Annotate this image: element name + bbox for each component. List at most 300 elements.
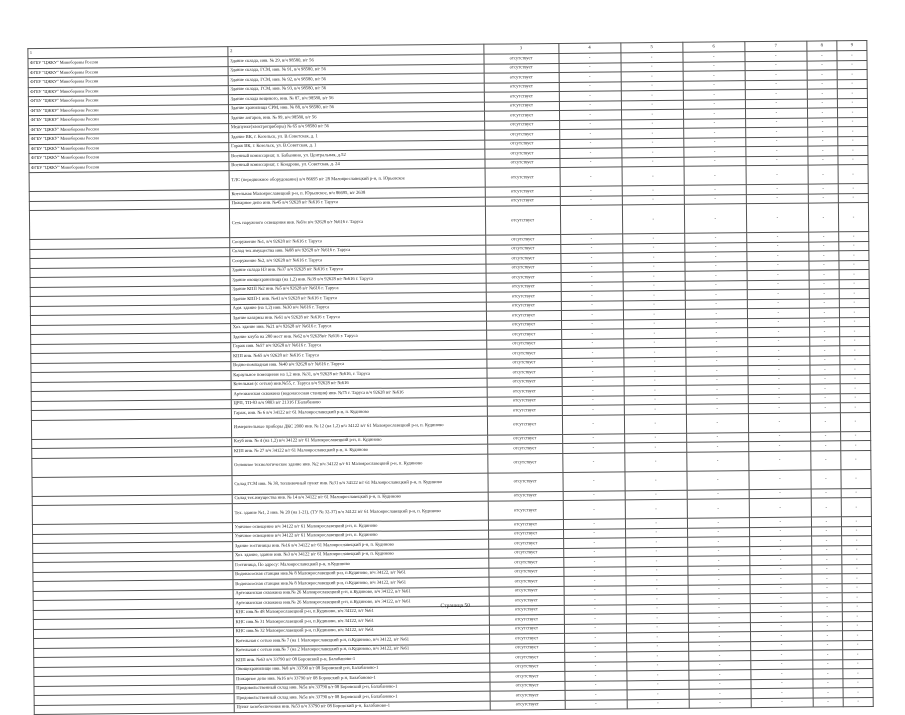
empty-cell: - [689, 660, 751, 670]
empty-cell: - [560, 167, 622, 187]
empty-cell: - [840, 402, 870, 412]
empty-cell: - [749, 451, 811, 471]
empty-cell: - [686, 385, 748, 395]
status-cell: отсутствует [484, 129, 559, 139]
empty-cell: - [623, 290, 685, 300]
empty-cell: - [624, 376, 686, 386]
empty-cell: - [687, 470, 749, 490]
object-name-cell: КНС инв.№ 31 Малоярославецкий р-н, п.Кудиново, в/ч 34122, в/г №61 [234, 615, 489, 627]
empty-cell: - [684, 166, 746, 186]
empty-cell: - [623, 300, 685, 310]
empty-cell: - [621, 90, 683, 100]
organization-cell [34, 703, 234, 714]
empty-cell: - [746, 165, 808, 185]
empty-cell: - [563, 528, 625, 538]
header-cell: 4 [558, 43, 620, 54]
empty-cell: - [561, 262, 623, 272]
status-cell: отсутствует [489, 652, 564, 662]
empty-cell: - [811, 469, 841, 488]
empty-cell: - [623, 281, 685, 291]
status-cell: отсутствует [487, 453, 562, 473]
empty-cell: - [685, 242, 747, 252]
object-name-cell: Котельная с сетью инв.№ 7 (на 2 Малоярославецкий р-н, п.Кудиново, в/ч 34122, в/г №61 [234, 644, 489, 656]
object-name-cell: Основное технологическое здание инв. №2 в/ч 34122 в/г 61 Малоярославецкий р-н, п. Кудиново [232, 454, 487, 475]
object-name-cell: КНС инв.№ 32 Малоярославецкий р-н, п.Кудиново, в/ч 34122, в/г №61 [234, 625, 489, 637]
empty-cell: - [623, 309, 685, 319]
object-name-cell: Артезианская скважина инв.№ 26 Малоярославецкий р-н, п.Кудиново, в/ч 34122, в/г №61 [233, 596, 488, 608]
empty-cell: - [561, 338, 623, 348]
header-cell: 8 [807, 41, 837, 51]
empty-cell: - [562, 376, 624, 386]
empty-cell: - [747, 251, 809, 261]
header-cell: 6 [683, 42, 745, 53]
object-name-cell: Хоз. здание инв. №21 в/ч 92628 в/г №616 г. Таруса [231, 321, 486, 333]
empty-cell: - [746, 137, 808, 147]
status-cell: отсутствует [484, 91, 559, 101]
empty-cell: - [683, 128, 745, 138]
empty-cell: - [750, 650, 812, 660]
empty-cell: - [807, 117, 837, 127]
status-cell: отсутствует [488, 519, 563, 529]
object-name-cell: КПП инв. №63 в/ч 33790 в/г 08 Боровский р-н, Балабаново-1 [234, 653, 489, 665]
empty-cell: - [839, 269, 869, 279]
empty-cell: - [561, 329, 623, 339]
empty-cell: - [839, 241, 869, 251]
empty-cell: - [621, 109, 683, 119]
status-cell: отсутствует [489, 586, 564, 596]
empty-cell: - [839, 307, 869, 317]
empty-cell: - [838, 155, 868, 165]
empty-cell: - [683, 99, 745, 109]
status-cell: отсутствует [490, 681, 565, 691]
empty-cell: - [839, 298, 869, 308]
empty-cell: - [749, 498, 811, 518]
status-cell: отсутствует [484, 82, 559, 92]
empty-cell: - [748, 365, 810, 375]
empty-cell: - [564, 633, 626, 643]
empty-cell: - [624, 452, 686, 472]
empty-cell: - [749, 527, 811, 537]
empty-cell: - [811, 498, 841, 517]
status-cell: отсутствует [486, 301, 561, 311]
empty-cell: - [839, 326, 869, 336]
header-cell: 9 [837, 41, 867, 51]
empty-cell: - [809, 279, 839, 289]
empty-cell: - [683, 90, 745, 100]
empty-cell: - [842, 621, 872, 631]
empty-cell: - [745, 61, 807, 71]
organization-cell [32, 475, 232, 496]
empty-cell: - [810, 403, 840, 413]
object-name-cell: Здание склада вещевого, инв. № 87, в/ч 98580, в/г 56 [229, 92, 484, 104]
object-name-cell: Водонасосная станция инв.№ 8 Малоярославецкий р-н, п.Кудиново, в/ч 34122, в/г №61 [233, 577, 488, 589]
empty-cell: - [808, 136, 838, 146]
empty-cell: - [625, 537, 687, 547]
empty-cell: - [560, 243, 622, 253]
empty-cell: - [683, 71, 745, 81]
object-name-cell: Здание КПП №2 инв. №5 в/ч 92628 в/г №616 г. Таруса [230, 283, 485, 295]
empty-cell: - [627, 670, 689, 680]
empty-cell: - [745, 99, 807, 109]
empty-cell: - [564, 595, 626, 605]
status-cell: отсутствует [484, 158, 559, 168]
status-cell: отсутствует [488, 500, 563, 520]
status-cell: отсутствует [485, 167, 560, 187]
status-cell: отсутствует [484, 72, 559, 82]
empty-cell: - [686, 347, 748, 357]
empty-cell: - [841, 526, 871, 536]
empty-cell: - [841, 516, 871, 526]
empty-cell: - [810, 374, 840, 384]
object-name-cell: Здание склада, инв. № 29, в/ч 98580, в/г 56 [228, 54, 483, 66]
empty-cell: - [564, 623, 626, 633]
empty-cell: - [750, 565, 812, 575]
empty-cell: - [751, 698, 813, 708]
empty-cell: - [689, 679, 751, 689]
empty-cell: - [625, 490, 687, 500]
empty-cell: - [837, 60, 867, 70]
empty-cell: - [624, 433, 686, 443]
status-cell: отсутствует [489, 624, 564, 634]
empty-cell: - [841, 440, 871, 450]
empty-cell: - [841, 450, 871, 469]
empty-cell: - [563, 519, 625, 529]
organization-cell: ФГБУ "ЦЖКУ" Минобороны России [28, 66, 228, 77]
empty-cell: - [746, 156, 808, 166]
empty-cell: - [624, 404, 686, 414]
status-cell: отсутствует [487, 415, 562, 435]
empty-cell: - [684, 233, 746, 243]
empty-cell: - [623, 319, 685, 329]
empty-cell: - [839, 232, 869, 242]
empty-cell: - [687, 499, 749, 519]
empty-cell: - [749, 489, 811, 499]
empty-cell: - [622, 147, 684, 157]
organization-cell: ФГБУ "ЦЖКУ" Минобороны России [29, 161, 229, 172]
object-name-cell: Гараж ВК, г. Козельск, ул. В.Советская, д. 1 [229, 140, 484, 152]
empty-cell: - [811, 517, 841, 527]
empty-cell: - [689, 670, 751, 680]
empty-cell: - [562, 386, 624, 396]
organization-cell: ФГБУ "ЦЖКУ" Минобороны России [28, 76, 228, 87]
empty-cell: - [840, 355, 870, 365]
empty-cell: - [748, 356, 810, 366]
organization-cell: ФГБУ "ЦЖКУ" Минобороны России [29, 133, 229, 144]
empty-cell: - [688, 613, 750, 623]
status-cell: отсутствует [489, 633, 564, 643]
empty-cell: - [622, 233, 684, 243]
status-cell: отсутствует [486, 310, 561, 320]
empty-cell: - [564, 671, 626, 681]
empty-cell: - [807, 51, 837, 61]
empty-cell: - [840, 431, 870, 441]
organization-cell [29, 171, 229, 192]
empty-cell: - [747, 327, 809, 337]
empty-cell: - [843, 649, 873, 659]
empty-cell: - [626, 575, 688, 585]
empty-cell: - [627, 689, 689, 699]
empty-cell: - [559, 62, 621, 72]
empty-cell: - [626, 585, 688, 595]
empty-cell: - [561, 272, 623, 282]
empty-cell: - [749, 517, 811, 527]
status-cell: отсутствует [485, 253, 560, 263]
empty-cell: - [685, 309, 747, 319]
empty-cell: - [565, 690, 627, 700]
object-name-cell: Сооружение №2, в/ч 92628 в/г №616 г. Таруса [230, 254, 485, 266]
empty-cell: - [559, 91, 621, 101]
object-name-cell: Здание клуба на 280 мест инв. №62 в/ч 92628в/г №616 г. Таруса [231, 330, 486, 342]
empty-cell: - [843, 697, 873, 707]
empty-cell: - [747, 299, 809, 309]
empty-cell: - [837, 70, 867, 80]
empty-cell: - [751, 688, 813, 698]
status-cell: отсутствует [487, 443, 562, 453]
empty-cell: - [812, 593, 842, 603]
empty-cell: - [621, 128, 683, 138]
empty-cell: - [563, 490, 625, 500]
empty-cell: - [811, 450, 841, 469]
empty-cell: - [813, 650, 843, 660]
status-cell: отсутствует [489, 662, 564, 672]
empty-cell: - [809, 241, 839, 251]
empty-cell: - [747, 337, 809, 347]
empty-cell: - [810, 336, 840, 346]
empty-cell: - [807, 108, 837, 118]
status-cell: отсутствует [489, 576, 564, 586]
status-cell: отсутствует [488, 538, 563, 548]
empty-cell: - [838, 136, 868, 146]
empty-cell: - [812, 583, 842, 593]
empty-cell: - [561, 300, 623, 310]
empty-cell: - [626, 623, 688, 633]
empty-cell: - [685, 290, 747, 300]
empty-cell: - [808, 146, 838, 156]
empty-cell: - [621, 52, 683, 62]
empty-cell: - [812, 574, 842, 584]
empty-cell: - [689, 689, 751, 699]
status-cell: отсутствует [489, 605, 564, 615]
empty-cell: - [621, 100, 683, 110]
page-number: Страница 50 [440, 602, 470, 610]
empty-cell: - [626, 642, 688, 652]
object-name-cell: Тех. здание №1, 2 инв. № 20 (на 1-21), (ТУ № 32-37) в/ч 34122 в/г 61 Малоярославецкий р-н, п. Кудиново [232, 501, 487, 522]
empty-cell: - [748, 403, 810, 413]
empty-cell: - [745, 127, 807, 137]
empty-cell: - [807, 79, 837, 89]
empty-cell: - [621, 81, 683, 91]
empty-cell: - [745, 51, 807, 61]
empty-cell: - [840, 374, 870, 384]
object-name-cell: Здание казармы инв. №61 в/ч 92628 в/г №616 г. Таруса [231, 311, 486, 323]
empty-cell: - [685, 280, 747, 290]
status-cell: отсутствует [487, 377, 562, 387]
empty-cell: - [683, 118, 745, 128]
empty-cell: - [746, 203, 808, 233]
object-name-cell: Здание ангаров, инв. № 99, в/ч 98580, в/г 56 [229, 111, 484, 123]
empty-cell: - [842, 554, 872, 564]
empty-cell: - [809, 327, 839, 337]
empty-cell: - [810, 431, 840, 441]
empty-cell: - [746, 232, 808, 242]
organization-cell: ФГБУ "ЦЖКУ" Минобороны России [28, 85, 228, 96]
empty-cell: - [745, 89, 807, 99]
empty-cell: - [843, 687, 873, 697]
empty-cell: - [747, 280, 809, 290]
object-name-cell: Овощехранилище инв. №8 в/ч 33790 в/г 08 Боровский р-н, Балабаново-1 [234, 663, 489, 675]
empty-cell: - [564, 661, 626, 671]
empty-cell: - [625, 471, 687, 491]
empty-cell: - [813, 678, 843, 688]
empty-cell: - [560, 195, 622, 205]
empty-cell: - [623, 252, 685, 262]
empty-cell: - [837, 89, 867, 99]
empty-cell: - [560, 253, 622, 263]
status-cell: отсутствует [488, 491, 563, 501]
empty-cell: - [842, 602, 872, 612]
empty-cell: - [837, 108, 867, 118]
empty-cell: - [749, 536, 811, 546]
empty-cell: - [622, 157, 684, 167]
empty-cell: - [564, 604, 626, 614]
status-cell: отсутствует [487, 434, 562, 444]
empty-cell: - [838, 193, 868, 203]
inventory-table [27, 40, 873, 715]
status-cell: отсутствует [488, 529, 563, 539]
empty-cell: - [561, 348, 623, 358]
empty-cell: - [559, 81, 621, 91]
object-name-cell: Уличное освещение в/ч 34122 в/г 61 Малоярославецкий р-н, п. Кудиново [233, 520, 488, 532]
empty-cell: - [622, 204, 684, 234]
empty-cell: - [751, 669, 813, 679]
empty-cell: - [749, 546, 811, 556]
empty-cell: - [750, 593, 812, 603]
object-name-cell: Здание гостиницы инв. №16 в/ч 34122 в/г 61 Малоярославецкий р-н, п. Кудиново [233, 539, 488, 551]
empty-cell: - [686, 394, 748, 404]
empty-cell: - [683, 80, 745, 90]
empty-cell: - [559, 138, 621, 148]
empty-cell: - [560, 234, 622, 244]
empty-cell: - [843, 659, 873, 669]
empty-cell: - [626, 651, 688, 661]
empty-cell: - [839, 317, 869, 327]
empty-cell: - [560, 186, 622, 196]
organization-cell [32, 504, 232, 525]
empty-cell: - [562, 405, 624, 415]
object-name-cell: Водно-помпадная инв. №40 в/ч 92628 в/г №616 г. Таруса [231, 359, 486, 371]
empty-cell: - [811, 526, 841, 536]
object-name-cell: КНС инв.№ 48 Малоярославецкий р-н, п.Кудиново, в/ч 34122, в/г №61 [233, 606, 488, 618]
empty-cell: - [565, 699, 627, 709]
organization-cell: ФГБУ "ЦЖКУ" Минобороны России [28, 104, 228, 115]
empty-cell: - [688, 622, 750, 632]
empty-cell: - [810, 355, 840, 365]
empty-cell: - [842, 573, 872, 583]
empty-cell: - [838, 165, 868, 184]
empty-cell: - [837, 117, 867, 127]
empty-cell: - [559, 119, 621, 129]
object-name-cell: Водонасосная станция инв.№ 8 Малоярославецкий р-н, п.Кудиново, в/ч 34122, в/г №61 [233, 568, 488, 580]
empty-cell: - [810, 384, 840, 394]
empty-cell: - [625, 528, 687, 538]
empty-cell: - [809, 232, 839, 242]
empty-cell: - [842, 630, 872, 640]
table-body [28, 41, 873, 715]
object-name-cell: Караульное помещение на 1,2 инв. №31, в/ч 92628 в/г №616, г. Таруса [231, 368, 486, 380]
empty-cell: - [809, 308, 839, 318]
empty-cell: - [809, 251, 839, 261]
empty-cell: - [686, 366, 748, 376]
empty-cell: - [837, 51, 867, 61]
empty-cell: - [627, 680, 689, 690]
empty-cell: - [841, 497, 871, 516]
status-cell: отсутствует [484, 120, 559, 130]
empty-cell: - [746, 146, 808, 156]
empty-cell: - [623, 347, 685, 357]
empty-cell: - [813, 697, 843, 707]
empty-cell: - [564, 585, 626, 595]
organization-cell: ФГБУ "ЦЖКУ" Минобороны России [29, 142, 229, 153]
status-cell: отсутствует [489, 595, 564, 605]
object-name-cell: Здание склада НЗ инв. №37 в/ч 92628 в/г №616 г. Таруса [230, 264, 485, 276]
organization-cell: ФГБУ "ЦЖКУ" Минобороны России [29, 123, 229, 134]
status-cell: отсутствует [484, 139, 559, 149]
empty-cell: - [813, 669, 843, 679]
empty-cell: - [684, 147, 746, 157]
empty-cell: - [837, 79, 867, 89]
status-cell: отсутствует [484, 63, 559, 73]
empty-cell: - [562, 395, 624, 405]
empty-cell: - [684, 185, 746, 195]
header-cell: 3 [483, 43, 558, 54]
object-name-cell: Измерительные приборы ДКС 2000 инв. № 12 (на 1,2) в/ч 34122 в/г 61 Малоярославецкий р-н, п. Кудиново [232, 416, 487, 437]
empty-cell: - [842, 611, 872, 621]
empty-cell: - [750, 641, 812, 651]
empty-cell: - [745, 108, 807, 118]
empty-cell: - [840, 336, 870, 346]
object-name-cell: Здание овощехранилища (на 1,2) инв. №39 в/ч 92628 в/г №616 г. Таруса [230, 273, 485, 285]
status-cell: отсутствует [483, 53, 558, 63]
empty-cell: - [685, 261, 747, 271]
empty-cell: - [564, 652, 626, 662]
object-name-cell: Сооружение №1, в/ч 92628 в/г №616 г. Таруса [230, 235, 485, 247]
empty-cell: - [562, 452, 624, 472]
empty-cell: - [810, 365, 840, 375]
object-name-cell: Артезианская скважина инв.№ 26 Малоярославецкий р-н, п.Кудиново, в/ч 34122, в/г №61 [233, 587, 488, 599]
empty-cell: - [839, 279, 869, 289]
empty-cell: - [624, 442, 686, 452]
empty-cell: - [685, 252, 747, 262]
empty-cell: - [812, 555, 842, 565]
empty-cell: - [687, 537, 749, 547]
empty-cell: - [686, 375, 748, 385]
empty-cell: - [811, 441, 841, 451]
empty-cell: - [747, 289, 809, 299]
empty-cell: - [564, 576, 626, 586]
empty-cell: - [750, 603, 812, 613]
object-name-cell: Гостиница, По адресу: Малоярославецкий р-н, п.Кудиново [233, 558, 488, 570]
empty-cell: - [683, 109, 745, 119]
object-name-cell: Котельная с сетью инв.№ 7 (на 1 Малоярославецкий р-н, п.Кудиново, в/ч 34122, в/г №61 [234, 634, 489, 646]
object-name-cell: Здание склада, ГСМ, инв. № 92, в/ч 98580, в/г 56 [228, 73, 483, 85]
empty-cell: - [688, 565, 750, 575]
object-name-cell: Склад тех.имущества инв. №88 в/ч 92628 в/г №616 г. Таруса [230, 245, 485, 257]
empty-cell: - [683, 61, 745, 71]
empty-cell: - [808, 193, 838, 203]
empty-cell: - [807, 98, 837, 108]
empty-cell: - [688, 594, 750, 604]
object-name-cell: Гараж инв. №57 в/ч 92628 в/г №616 г. Таруса [231, 340, 486, 352]
